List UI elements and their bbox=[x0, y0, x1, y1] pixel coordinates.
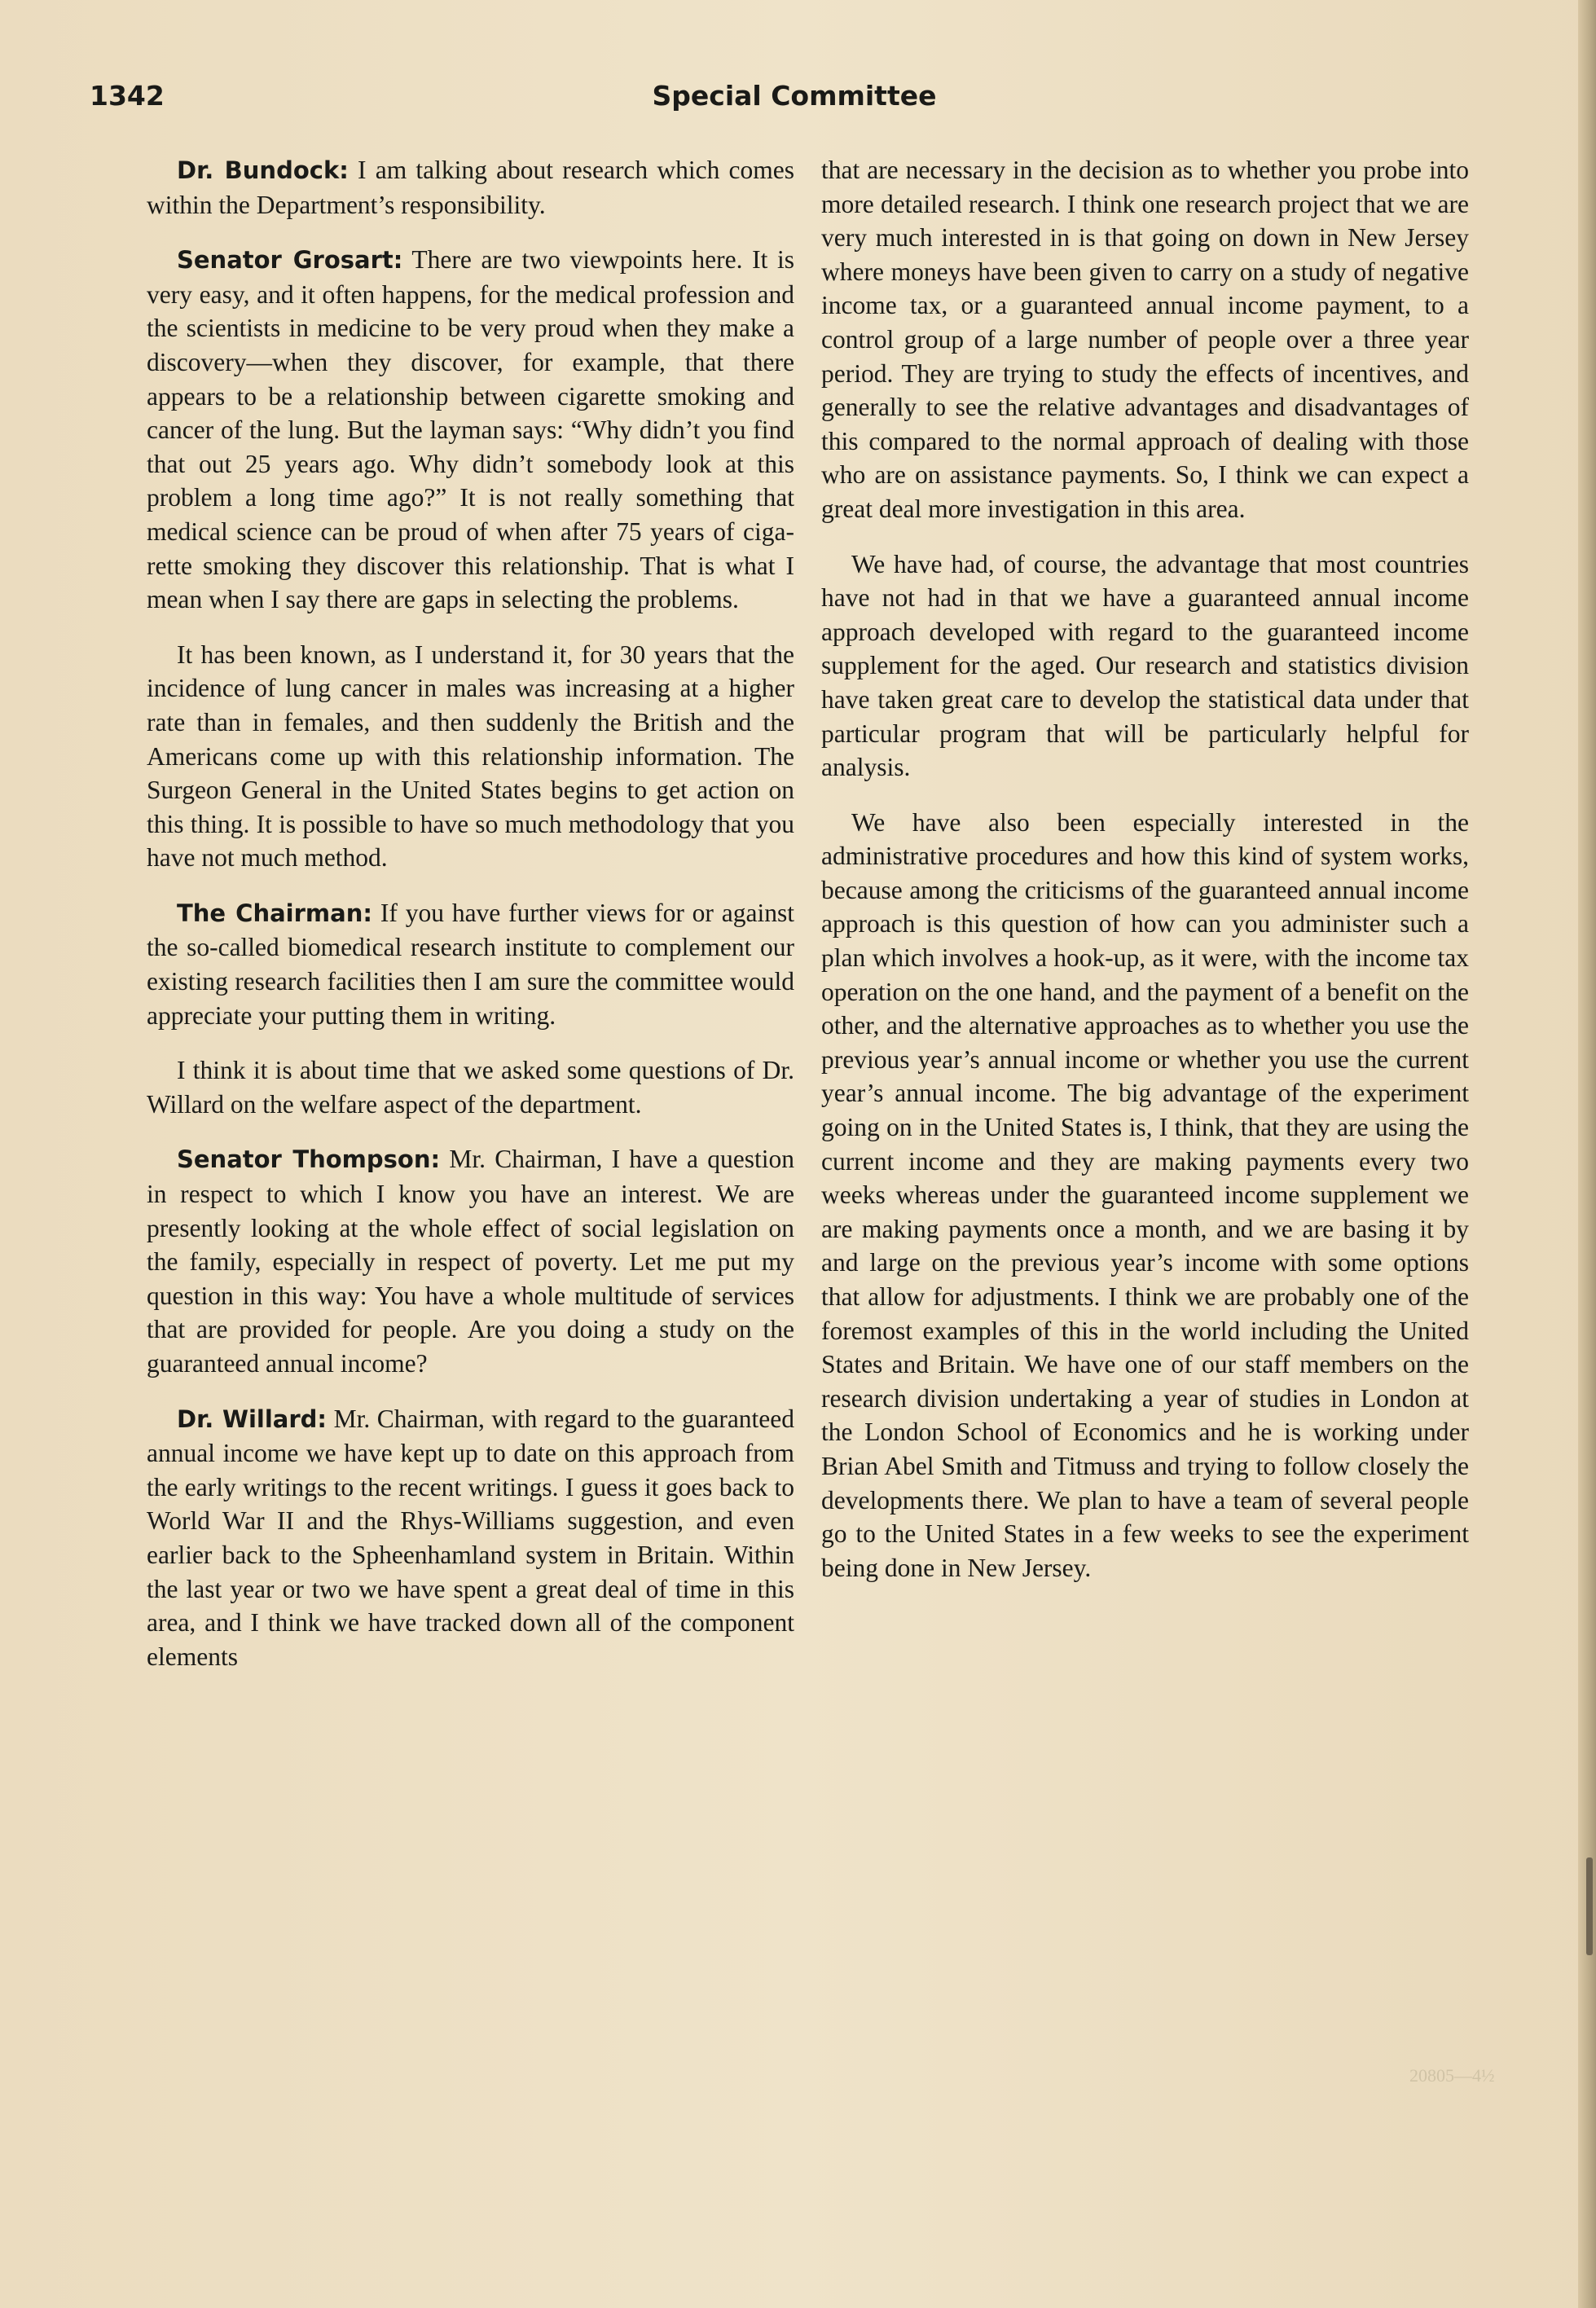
paragraph bbox=[147, 638, 794, 875]
paragraph bbox=[821, 547, 1469, 785]
paragraph-text: Mr. Chairman, with regard to the guaranteed annual income we have kept up to date on this approach from the early writings to the recent writings. I guess it goes back to World War II and the Rhys-Williams suggestion, and even earlier back to the Spheenhamland system in Britain. Within the last year or two we have spent a great deal of time in this area, and I think we have tracked down all of the component elements bbox=[147, 1404, 795, 1671]
speaker-name: Dr. Bundock: bbox=[177, 156, 349, 184]
paragraph bbox=[147, 1053, 794, 1121]
paragraph bbox=[821, 153, 1469, 526]
binding-mark bbox=[1586, 1857, 1593, 1955]
page-code: 20805—4½ bbox=[1409, 2065, 1495, 2086]
paragraph-text: We have also been especially interested in the administrative procedures and how this kind of system works, because among the criticisms of the guaranteed annual income approach is this question of how can you administer such a plan which involves a hook-up, as it were, with the income tax operation on the one hand, and the payment of a benefit on the other, and the alternative approaches as to whether you use the previous year’s annual income or whether you use the current year’s annual income. The big advantage of the experiment going on in the United States is, I think, that they are using the current income and they are making payments every two weeks whereas under the guaranteed income supplement we are making payments once a month, and we are basing it by and large on the previous year’s income with some options that allow for adjustments. I think we are probably one of the foremost examples of this in the world including the United States and Britain. We have one of our staff members on the research division undertaking a year of studies in London at the London School of Economics and he is working under Brian Abel Smith and Titmuss and trying to follow closely the developments there. We plan to have a team of several people go to the United States in a few weeks to see the experiment being done in New Jersey. bbox=[821, 807, 1469, 1582]
left-column bbox=[147, 153, 794, 1695]
paragraph bbox=[821, 806, 1469, 1585]
page-number: 1342 bbox=[90, 80, 165, 112]
paragraph bbox=[147, 896, 794, 1032]
page-edge bbox=[1578, 0, 1596, 2308]
running-head-title: Special Committee bbox=[652, 80, 937, 112]
paragraph-text: I think it is about time that we asked some questions of Dr. Willard on the welfare aspect of the department. bbox=[147, 1056, 794, 1119]
paragraph-text: I am talking about research which comes within the Department’s responsibility. bbox=[147, 156, 794, 219]
paragraph-text: We have had, of course, the advantage that most countries have not had in that we have a guaranteed annual income approach developed with regard to the guaranteed income supplement for the aged. Our research and statistics division have taken great care to develop the statistical data under that particular program that will be particularly helpful for analysis. bbox=[821, 549, 1469, 782]
paragraph-text: There are two viewpoints here. It is very easy, and it often happens, for the medical profession and the scientists in medicine to be very proud when they make a discovery—when they discover, for example, that there appears to be a relationship between cigarette smoking and cancer of the lung. But the layman says: “Why didn’t you find that out 25 years ago. Why didn’t somebody look at this problem a long time ago?” It is not really something that medical science can be proud of when after 75 years of cigarette smoking they discover this relationship. That is what I mean when I say there are gaps in selecting the problems. bbox=[147, 245, 794, 614]
speaker-name: Dr. Willard: bbox=[177, 1405, 328, 1433]
paragraph-text: It has been known, as I understand it, for 30 years that the incidence of lung cancer in males was increasing at a higher rate than in females, and then suddenly the British and the Americans come up with this relationship information. The Surgeon General in the United States begins to get action on this thing. It is possible to have so much methodology that you have not much method. bbox=[147, 640, 794, 873]
speaker-name: Senator Thompson: bbox=[177, 1145, 441, 1174]
paragraph bbox=[147, 153, 794, 222]
paragraph bbox=[147, 243, 794, 617]
paragraph bbox=[147, 1142, 794, 1380]
right-column bbox=[821, 153, 1469, 1606]
paragraph-text: that are necessary in the decision as to whether you probe into more detailed research. I think one research project that we are very much interested in is that going on down in New Jersey where moneys have been given to carry on a study of negative income tax, or a guaranteed annual income payment, to a control group of a large number of people over a three year period. They are trying to study the effects of incentives, and generally to see the relative advantages and disadvantages of this compared to the normal approach of dealing with those who are on assistance payments. So, I think we can expect a great deal more investigation in this area. bbox=[821, 156, 1469, 523]
page-header bbox=[90, 80, 1499, 121]
paragraph bbox=[147, 1402, 794, 1674]
paragraph-text: Mr. Chairman, I have a question in respect to which I know you have an interest. We are presently looking at the whole effect of social legislation on the family, especially in respect of poverty. Let me put my question in this way: You have a whole multitude of services that are provided for people. Are you doing a study on the guaranteed annual income? bbox=[147, 1145, 794, 1378]
speaker-name: The Chairman: bbox=[177, 899, 372, 927]
speaker-name: Senator Grosart: bbox=[177, 246, 403, 275]
paragraph-text: If you have further views for or against the so-called biomedical research institute to complement our existing research facilities then I am sure the committee would appreciate your putting them in writing. bbox=[147, 898, 795, 1030]
